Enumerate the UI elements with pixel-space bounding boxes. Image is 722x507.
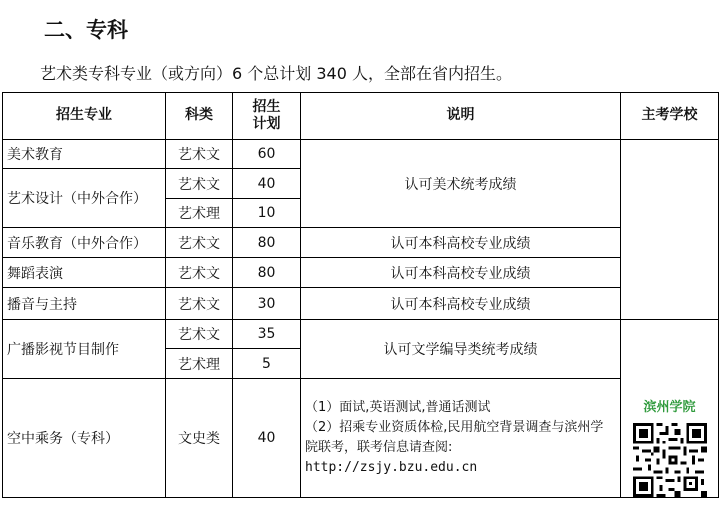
category-cell: 艺术文 xyxy=(166,319,233,349)
category-cell: 艺术文 xyxy=(166,257,233,288)
category-cell: 文史类 xyxy=(166,378,233,497)
note-cell: 认可美术统考成绩 xyxy=(301,139,621,228)
qr-code[interactable] xyxy=(633,423,707,497)
major-cell: 艺术设计（中外合作） xyxy=(3,169,166,228)
major-cell: 音乐教育（中外合作） xyxy=(3,228,166,258)
school-cell xyxy=(621,319,719,497)
table-row xyxy=(3,228,719,258)
category-cell: 艺术文 xyxy=(166,139,233,169)
note-cell: 认可文学编导类统考成绩 xyxy=(301,319,621,378)
flight-note-line2: （2）招乘专业资质体检,民用航空背景调查与滨州学院联考，联考信息请查阅: xyxy=(305,419,604,455)
flight-note-line1: （1）面试,英语测试,普通话测试 xyxy=(305,399,491,415)
note-cell: 认可本科高校专业成绩 xyxy=(301,228,621,258)
header-major: 招生专业 xyxy=(3,93,166,140)
major-cell: 播音与主持 xyxy=(3,288,166,320)
category-cell: 艺术文 xyxy=(166,169,233,199)
plan-cell: 80 xyxy=(233,228,301,258)
note-cell: 认可本科高校专业成绩 xyxy=(301,288,621,320)
major-cell: 空中乘务（专科） xyxy=(3,378,166,497)
header-school: 主考学校 xyxy=(621,93,719,140)
section-heading: 二、专科 xyxy=(44,18,128,42)
header-plan xyxy=(233,93,301,140)
table-row xyxy=(3,378,719,497)
school-name: 滨州学院 xyxy=(643,400,696,415)
plan-cell: 60 xyxy=(233,139,301,169)
note-cell: 认可本科高校专业成绩 xyxy=(301,257,621,288)
table-row xyxy=(3,257,719,288)
major-cell: 美术教育 xyxy=(3,139,166,169)
table-header-row xyxy=(3,93,719,140)
header-plan-line2: 计划 xyxy=(252,115,281,132)
table-row xyxy=(3,319,719,349)
major-cell: 舞蹈表演 xyxy=(3,257,166,288)
plan-cell: 30 xyxy=(233,288,301,320)
plan-cell: 80 xyxy=(233,257,301,288)
plan-cell: 40 xyxy=(233,378,301,497)
category-cell: 艺术文 xyxy=(166,288,233,320)
header-category: 科类 xyxy=(166,93,233,140)
plan-cell: 10 xyxy=(233,198,301,228)
category-cell: 艺术文 xyxy=(166,228,233,258)
plan-cell: 5 xyxy=(233,349,301,379)
major-cell: 广播影视节目制作 xyxy=(3,319,166,378)
enrollment-table xyxy=(2,92,719,498)
plan-cell: 40 xyxy=(233,169,301,199)
school-cell-empty xyxy=(621,139,719,319)
table-row xyxy=(3,288,719,320)
table-row xyxy=(3,139,719,169)
summary-text: 艺术类专科专业（或方向）6 个总计划 340 人，全部在省内招生。 xyxy=(40,64,512,83)
header-plan-line1: 招生 xyxy=(252,98,281,115)
note-cell-flight xyxy=(301,378,621,497)
category-cell: 艺术理 xyxy=(166,198,233,228)
header-note: 说明 xyxy=(301,93,621,140)
category-cell: 艺术理 xyxy=(166,349,233,379)
flight-info-link[interactable]: http://zsjy.bzu.edu.cn xyxy=(305,459,478,475)
plan-cell: 35 xyxy=(233,319,301,349)
